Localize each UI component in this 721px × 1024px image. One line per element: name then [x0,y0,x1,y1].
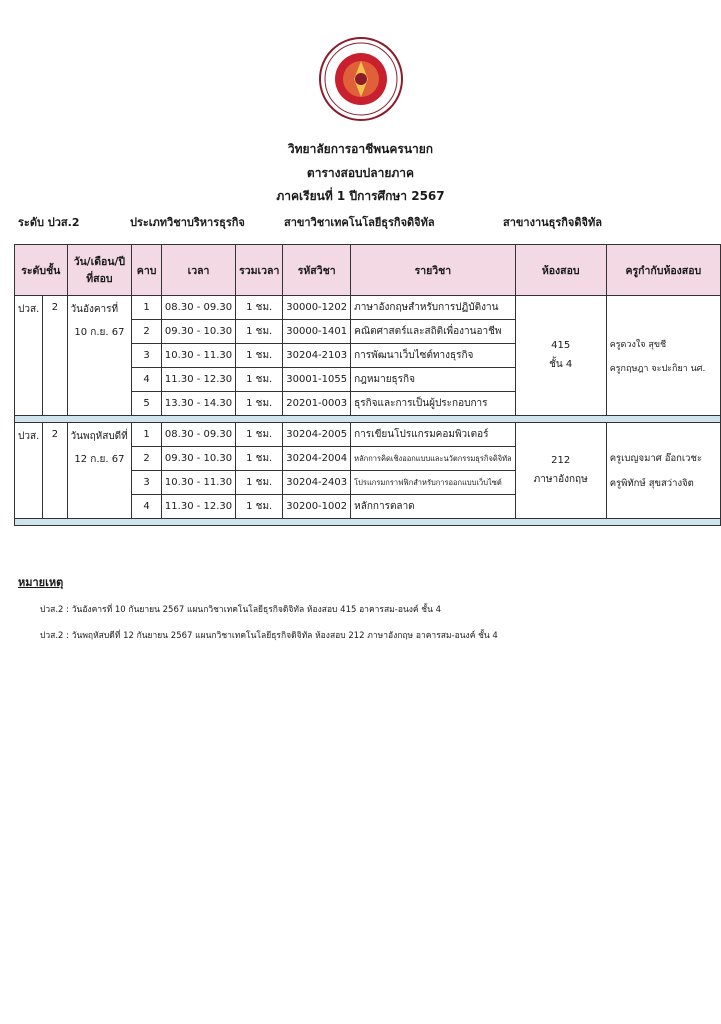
period-cell: 2 [132,447,162,471]
level-label: ระดับ ปวส.2 [18,216,80,229]
period-cell: 3 [132,344,162,368]
code-cell: 30204-2004 [283,447,351,471]
code-cell: 30200-1002 [283,495,351,519]
time-cell: 13.30 - 14.30 [161,392,235,416]
college-seal-logo [318,36,404,122]
code-cell: 30204-2403 [283,471,351,495]
group2-room: 212 [551,454,571,466]
header-time: เวลา [161,245,235,296]
group1-room-cell [515,296,606,416]
total-cell: 1 ชม. [236,392,283,416]
group2-date: 12 ก.ย. 67 [74,454,125,465]
total-cell: 1 ชม. [236,447,283,471]
time-cell: 09.30 - 10.30 [161,447,235,471]
period-cell: 3 [132,471,162,495]
subject-cell: ภาษาอังกฤษสำหรับการปฏิบัติงาน [351,296,516,320]
code-cell: 30000-1401 [283,320,351,344]
time-cell: 09.30 - 10.30 [161,320,235,344]
group2-level-num: 2 [43,423,67,519]
period-cell: 4 [132,495,162,519]
header-level: ระดับชั้น [15,245,68,296]
group2-date-cell [67,423,132,519]
total-cell: 1 ชม. [236,423,283,447]
time-cell: 08.30 - 09.30 [161,296,235,320]
note-line-2: ปวส.2 : วันพฤหัสบดีที่ 12 กันยายน 2567 แผนกวิชาเทคโนโลยีธุรกิจดิจิทัล ห้องสอบ 212 ภาษาอังกฤษ อาคารสม-อนงค์ ชั้น 4 [40,631,498,641]
exam-schedule-table [14,244,721,526]
group2-day: วันพฤหัสบดีที่ [70,431,128,442]
group1-level-num: 2 [43,296,67,416]
group-divider [15,519,721,526]
college-name: วิทยาลัยการอาชีพนครนายก [287,142,434,156]
group1-proctor1: ครูดวงใจ สุขชี [609,339,667,350]
total-cell: 1 ชม. [236,495,283,519]
subject-cell: การเขียนโปรแกรมคอมพิวเตอร์ [351,423,516,447]
time-cell: 11.30 - 12.30 [161,368,235,392]
header-code: รหัสวิชา [283,245,351,296]
note-line-1: ปวส.2 : วันอังคารที่ 10 กันยายน 2567 แผนกวิชาเทคโนโลยีธุรกิจดิจิทัล ห้องสอบ 415 อาคารสม-อนงค์ ชั้น 4 [40,605,441,615]
code-cell: 30000-1202 [283,296,351,320]
group2-proctor1: ครูเบญจมาศ อ๊อกเวชะ [609,452,703,464]
group2-room-name: ภาษาอังกฤษ [533,473,588,485]
group-divider [15,416,721,423]
total-cell: 1 ชม. [236,296,283,320]
notes-title: หมายเหตุ [18,576,64,589]
table-row [15,296,721,320]
period-cell: 1 [132,423,162,447]
total-cell: 1 ชม. [236,471,283,495]
period-cell: 1 [132,296,162,320]
group2-room-cell [515,423,606,519]
header-period: คาบ [132,245,162,296]
subject-cell: โปรแกรมกราฟฟิกสำหรับการออกแบบเว็บไซต์ [351,471,516,495]
total-cell: 1 ชม. [236,344,283,368]
subject-cell: คณิตศาสตร์และสถิติเพื่องานอาชีพ [351,320,516,344]
group1-date: 10 ก.ย. 67 [74,327,125,338]
header-total: รวมเวลา [236,245,283,296]
time-cell: 11.30 - 12.30 [161,495,235,519]
subject-cell: หลักการคิดเชิงออกแบบและนวัตกรรมธุรกิจดิจิทัล [351,447,516,471]
header-subject: รายวิชา [351,245,516,296]
group1-date-cell [67,296,132,416]
period-cell: 4 [132,368,162,392]
subject-cell: หลักการตลาด [351,495,516,519]
branch-label: สาขาวิชาเทคโนโลยีธุรกิจดิจิทัล [284,216,435,229]
subject-cell: กฎหมายธุรกิจ [351,368,516,392]
total-cell: 1 ชม. [236,368,283,392]
total-cell: 1 ชม. [236,320,283,344]
group1-proctor2: ครูกฤษฎา จะปะกิยา นศ. [609,363,706,374]
group1-room: 415 [551,339,571,351]
header-room: ห้องสอบ [515,245,606,296]
period-cell: 5 [132,392,162,416]
group1-proctor-cell [606,296,720,416]
time-cell: 10.30 - 11.30 [161,471,235,495]
time-cell: 10.30 - 11.30 [161,344,235,368]
subject-cell: ธุรกิจและการเป็นผู้ประกอบการ [351,392,516,416]
work-label: สาขางานธุรกิจดิจิทัล [503,216,602,229]
term-title: ภาคเรียนที่ 1 ปีการศึกษา 2567 [276,189,445,203]
group1-day: วันอังคารที่ [70,304,119,315]
table-row [15,423,721,447]
group1-level: ปวส. [15,296,43,416]
time-cell: 08.30 - 09.30 [161,423,235,447]
table-header-row [15,245,721,296]
group2-level: ปวส. [15,423,43,519]
group2-proctor-cell [606,423,720,519]
header-date: วัน/เดือน/ปี ที่สอบ [67,245,132,296]
type-label: ประเภทวิชาบริหารธุรกิจ [130,216,245,229]
header-proctor: ครูกำกับห้องสอบ [606,245,720,296]
group2-proctor2: ครูพิทักษ์ สุขสว่างจิต [609,477,694,489]
period-cell: 2 [132,320,162,344]
code-cell: 30204-2005 [283,423,351,447]
subject-cell: การพัฒนาเว็บไซต์ทางธุรกิจ [351,344,516,368]
group1-floor: ชั้น 4 [549,358,573,370]
document-title: ตารางสอบปลายภาค [306,166,415,180]
code-cell: 30001-1055 [283,368,351,392]
code-cell: 20201-0003 [283,392,351,416]
code-cell: 30204-2103 [283,344,351,368]
